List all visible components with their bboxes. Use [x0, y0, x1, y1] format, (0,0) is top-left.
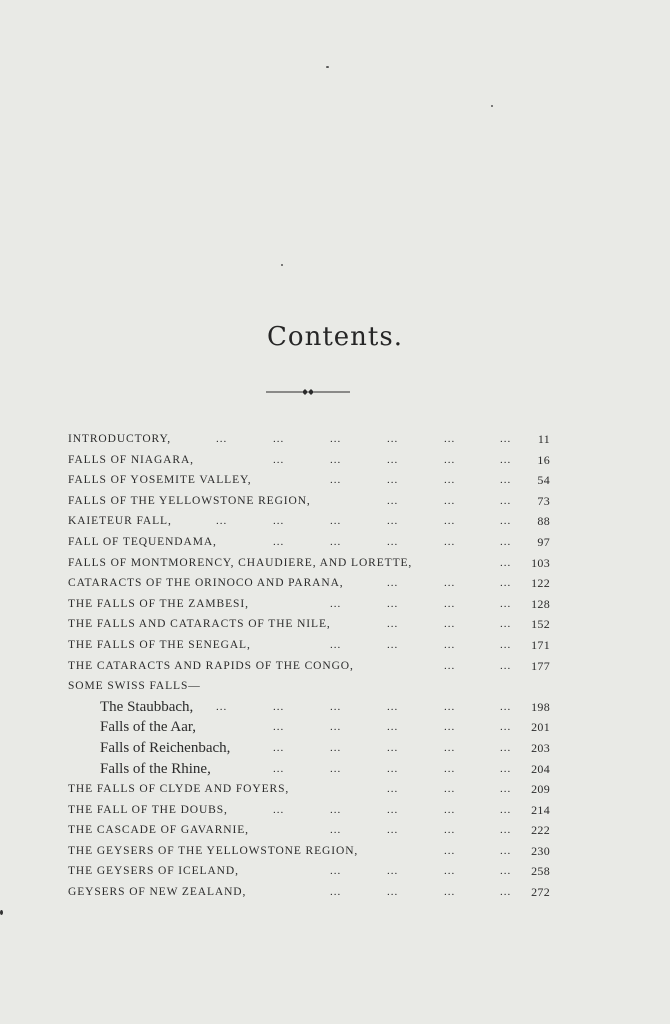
- toc-entry-page-number: 73: [537, 493, 550, 508]
- toc-entry-title: THE FALLS OF CLYDE AND FOYERS,: [68, 783, 290, 796]
- toc-entry: [68, 820, 554, 841]
- toc-entry: [68, 594, 554, 615]
- toc-entry-title: CATARACTS OF THE ORINOCO AND PARANA,: [68, 577, 344, 590]
- paper-speck: [0, 910, 3, 915]
- toc-entry-title: THE FALL OF THE DOUBS,: [68, 803, 228, 816]
- toc-entry-title: FALLS OF NIAGARA,: [68, 453, 194, 466]
- paper-speck: [491, 105, 493, 107]
- toc-entry-page-number: 201: [531, 720, 550, 735]
- toc-entry-page-number: 203: [531, 740, 550, 755]
- toc-entry-page-number: 209: [531, 782, 550, 797]
- dot-leader: ... ... ... ... ... ...: [216, 700, 512, 713]
- toc-entry: [68, 573, 554, 594]
- toc-entry-page-number: 214: [531, 802, 550, 817]
- dot-leader: ... ... ...: [387, 577, 512, 590]
- toc-entry: [68, 656, 554, 677]
- toc-entry-page-number: 177: [531, 658, 550, 673]
- toc-entry: [68, 861, 554, 882]
- toc-entry: [68, 429, 554, 450]
- toc-entry: [68, 676, 554, 697]
- toc-entry: [68, 779, 554, 800]
- toc-entry-page-number: 16: [537, 452, 550, 467]
- toc-entry-title: THE GEYSERS OF THE YELLOWSTONE REGION,: [68, 844, 359, 857]
- toc-entry: [68, 532, 554, 553]
- dot-leader: ... ... ... ...: [330, 638, 512, 651]
- toc-entry: [68, 614, 554, 635]
- toc-entry-page-number: 122: [531, 576, 550, 591]
- toc-entry-title: THE CASCADE OF GAVARNIE,: [68, 824, 249, 837]
- dot-leader: ... ... ...: [387, 618, 512, 631]
- dot-leader: ... ... ... ...: [330, 597, 512, 610]
- toc-entry-page-number: 128: [531, 596, 550, 611]
- toc-entry-page-number: 204: [531, 761, 550, 776]
- toc-entry-title: KAIETEUR FALL,: [68, 515, 172, 528]
- table-of-contents: [68, 429, 554, 903]
- toc-entry-title: FALLS OF MONTMORENCY, CHAUDIERE, AND LORETTE,: [68, 556, 413, 569]
- dot-leader: ... ...: [444, 659, 512, 672]
- toc-entry-title: Falls of the Rhine,: [100, 760, 211, 777]
- toc-entry: [68, 491, 554, 512]
- dot-leader: ... ... ... ...: [330, 886, 512, 899]
- dot-leader: ... ...: [444, 844, 512, 857]
- dot-leader: ... ... ... ... ... ...: [216, 433, 512, 445]
- dot-leader: ... ... ... ... ...: [273, 803, 512, 816]
- toc-entry-page-number: 171: [531, 637, 550, 652]
- toc-entry-title: Falls of the Aar,: [100, 719, 197, 736]
- toc-entry: [68, 470, 554, 491]
- toc-entry-title: THE GEYSERS OF ICELAND,: [68, 865, 239, 878]
- toc-entry: [68, 553, 554, 574]
- toc-entry: [68, 635, 554, 656]
- toc-entry: [68, 882, 554, 903]
- toc-entry: [68, 759, 554, 780]
- dot-leader: ... ... ...: [387, 494, 512, 507]
- dot-leader: ... ... ...: [387, 783, 512, 796]
- toc-entry-title: FALLS OF YOSEMITE VALLEY,: [68, 474, 252, 487]
- toc-entry: [68, 450, 554, 471]
- toc-entry-page-number: 198: [531, 699, 550, 714]
- dot-leader: ... ... ... ... ...: [273, 721, 512, 734]
- toc-entry-title: THE FALLS OF THE ZAMBESI,: [68, 597, 249, 610]
- dot-leader: ... ... ... ... ...: [273, 762, 512, 775]
- dot-leader: ... ... ... ... ... ...: [216, 515, 512, 528]
- toc-entry: [68, 841, 554, 862]
- toc-entry-title: FALLS OF THE YELLOWSTONE REGION,: [68, 494, 311, 507]
- toc-entry-title: THE FALLS OF THE SENEGAL,: [68, 638, 251, 651]
- toc-entry-page-number: 103: [531, 555, 550, 570]
- toc-entry-title: FALL OF TEQUENDAMA,: [68, 535, 217, 548]
- toc-entry: [68, 697, 554, 718]
- dot-leader: ... ... ... ...: [330, 474, 512, 487]
- toc-entry: [68, 511, 554, 532]
- dot-leader: ... ... ... ... ...: [273, 535, 512, 548]
- dot-leader: ... ... ... ... ...: [273, 453, 512, 466]
- toc-entry-page-number: 222: [531, 823, 550, 838]
- dot-leader: ... ... ... ...: [330, 824, 512, 837]
- toc-entry-page-number: 97: [537, 534, 550, 549]
- toc-entry-title: Falls of Reichenbach,: [100, 739, 231, 756]
- paper-speck: [326, 66, 329, 68]
- toc-entry: [68, 800, 554, 821]
- toc-entry-page-number: 54: [537, 473, 550, 488]
- toc-entry-title: THE FALLS AND CATARACTS OF THE NILE,: [68, 618, 331, 631]
- toc-entry-page-number: 11: [537, 432, 550, 446]
- toc-entry-title: GEYSERS OF NEW ZEALAND,: [68, 886, 247, 899]
- toc-entry-title: The Staubbach,: [100, 698, 194, 715]
- toc-entry: [68, 717, 554, 738]
- dot-leader: ... ... ... ...: [330, 865, 512, 878]
- toc-entry-page-number: 152: [531, 617, 550, 632]
- toc-entry-title: THE CATARACTS AND RAPIDS OF THE CONGO,: [68, 659, 354, 672]
- toc-entry-page-number: 258: [531, 864, 550, 879]
- paper-speck: [281, 264, 283, 266]
- toc-entry-title: SOME SWISS FALLS—: [68, 680, 201, 693]
- toc-entry-page-number: 88: [537, 514, 550, 529]
- toc-entry-page-number: 272: [531, 885, 550, 900]
- toc-entry-title: INTRODUCTORY,: [68, 433, 171, 445]
- toc-entry: [68, 738, 554, 759]
- dot-leader: ... ... ... ... ...: [273, 741, 512, 754]
- dot-leader: ...: [500, 556, 512, 569]
- page-title: Contents.: [267, 322, 403, 352]
- toc-entry-page-number: 230: [531, 843, 550, 858]
- ornament-divider-icon: [266, 385, 350, 399]
